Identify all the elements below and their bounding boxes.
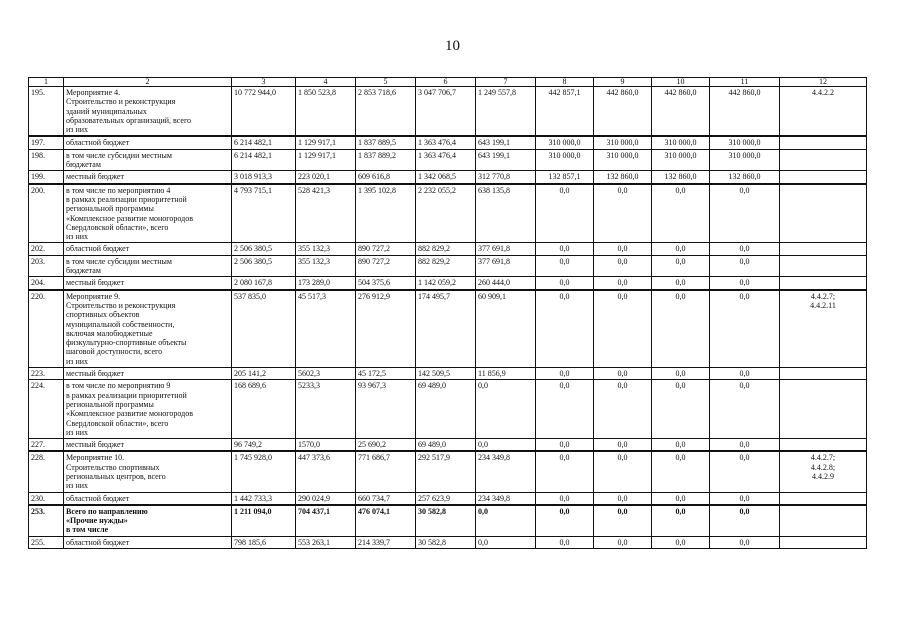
value-cell: 476 074,1	[356, 505, 416, 536]
value-cell: 1 363 476,4	[416, 149, 476, 171]
value-cell: 890 727,2	[356, 255, 416, 277]
value-cell: 643 199,1	[476, 136, 536, 149]
value-cell: 30 582,8	[416, 505, 476, 536]
value-cell: 1 395 102,8	[356, 184, 416, 243]
value-cell: 0,0	[594, 184, 652, 243]
value-cell: 1 837 889,5	[356, 136, 416, 149]
value-cell: 0,0	[710, 451, 780, 492]
value-cell: 0,0	[652, 277, 710, 290]
value-cell: 5233,3	[296, 380, 356, 439]
row-description: в том числе по мероприятию 4 в рамках реализации приоритетной региональной программы «Комплексное развитие моногородов Свердловской области», всего из них	[64, 184, 232, 243]
value-cell: 0,0	[476, 536, 536, 548]
page-number: 10	[445, 38, 460, 54]
value-cell: 0,0	[710, 184, 780, 243]
table-row	[29, 505, 867, 536]
budget-table	[28, 77, 867, 549]
value-cell: 6 214 482,1	[232, 149, 296, 171]
target-codes: 4.4.2.7; 4.4.2.8; 4.4.2.9	[780, 451, 867, 492]
value-cell: 214 339,7	[356, 536, 416, 548]
row-number: 220.	[29, 290, 64, 368]
column-header: 2	[64, 78, 232, 87]
row-number: 200.	[29, 184, 64, 243]
value-cell: 643 199,1	[476, 149, 536, 171]
table-row	[29, 184, 867, 243]
row-description: местный бюджет	[64, 439, 232, 452]
header-row	[29, 78, 867, 87]
target-codes: 4.4.2.2	[780, 87, 867, 137]
value-cell: 1 142 059,2	[416, 277, 476, 290]
row-description: областной бюджет	[64, 136, 232, 149]
table-row	[29, 171, 867, 184]
target-codes: 4.4.2.7; 4.4.2.11	[780, 290, 867, 368]
value-cell: 798 185,6	[232, 536, 296, 548]
value-cell: 310 000,0	[536, 136, 594, 149]
table-row	[29, 255, 867, 277]
row-number: 228.	[29, 451, 64, 492]
value-cell: 69 489,0	[416, 380, 476, 439]
value-cell: 553 263,1	[296, 536, 356, 548]
value-cell: 276 912,9	[356, 290, 416, 368]
value-cell: 3 047 706,7	[416, 87, 476, 137]
target-codes	[780, 505, 867, 536]
row-number: 255.	[29, 536, 64, 548]
value-cell: 69 489,0	[416, 439, 476, 452]
value-cell: 377 691,8	[476, 243, 536, 255]
value-cell: 1 342 068,5	[416, 171, 476, 184]
value-cell: 1570,0	[296, 439, 356, 452]
value-cell: 0,0	[652, 439, 710, 452]
value-cell: 0,0	[594, 505, 652, 536]
value-cell: 0,0	[652, 536, 710, 548]
value-cell: 442 860,0	[652, 87, 710, 137]
table-body	[29, 87, 867, 549]
value-cell: 132 860,0	[710, 171, 780, 184]
value-cell: 310 000,0	[594, 149, 652, 171]
value-cell: 0,0	[710, 255, 780, 277]
value-cell: 205 141,2	[232, 368, 296, 380]
value-cell: 234 349,8	[476, 451, 536, 492]
value-cell: 537 835,0	[232, 290, 296, 368]
value-cell: 0,0	[594, 290, 652, 368]
value-cell: 442 857,1	[536, 87, 594, 137]
value-cell: 3 018 913,3	[232, 171, 296, 184]
value-cell: 310 000,0	[536, 149, 594, 171]
value-cell: 638 135,8	[476, 184, 536, 243]
value-cell: 0,0	[594, 451, 652, 492]
value-cell: 0,0	[652, 368, 710, 380]
column-header: 9	[594, 78, 652, 87]
value-cell: 310 000,0	[710, 136, 780, 149]
value-cell: 173 289,0	[296, 277, 356, 290]
value-cell: 0,0	[536, 184, 594, 243]
value-cell: 2 853 718,6	[356, 87, 416, 137]
value-cell: 0,0	[594, 380, 652, 439]
target-codes	[780, 255, 867, 277]
value-cell: 0,0	[536, 368, 594, 380]
value-cell: 45 517,3	[296, 290, 356, 368]
value-cell: 0,0	[536, 536, 594, 548]
value-cell: 442 860,0	[594, 87, 652, 137]
value-cell: 355 132,3	[296, 255, 356, 277]
value-cell: 257 623,9	[416, 492, 476, 505]
row-number: 204.	[29, 277, 64, 290]
value-cell: 142 509,5	[416, 368, 476, 380]
column-header: 7	[476, 78, 536, 87]
value-cell: 528 421,3	[296, 184, 356, 243]
value-cell: 447 373,6	[296, 451, 356, 492]
value-cell: 0,0	[652, 505, 710, 536]
table-row	[29, 87, 867, 137]
row-number: 199.	[29, 171, 64, 184]
value-cell: 0,0	[594, 255, 652, 277]
value-cell: 1 249 557,8	[476, 87, 536, 137]
value-cell: 0,0	[710, 536, 780, 548]
value-cell: 2 080 167,8	[232, 277, 296, 290]
value-cell: 0,0	[710, 368, 780, 380]
value-cell: 0,0	[594, 439, 652, 452]
column-header: 12	[780, 78, 867, 87]
row-number: 224.	[29, 380, 64, 439]
value-cell: 0,0	[710, 505, 780, 536]
target-codes	[780, 277, 867, 290]
value-cell: 2 232 055,2	[416, 184, 476, 243]
row-number: 227.	[29, 439, 64, 452]
value-cell: 10 772 944,0	[232, 87, 296, 137]
value-cell: 310 000,0	[652, 136, 710, 149]
value-cell: 132 860,0	[594, 171, 652, 184]
row-description: Мероприятие 4. Строительство и реконструкция зданий муниципальных образовательных организаций, всего из них	[64, 87, 232, 137]
value-cell: 2 506 380,5	[232, 255, 296, 277]
value-cell: 93 967,3	[356, 380, 416, 439]
value-cell: 5602,3	[296, 368, 356, 380]
value-cell: 6 214 482,1	[232, 136, 296, 149]
row-number: 195.	[29, 87, 64, 137]
value-cell: 0,0	[536, 451, 594, 492]
row-description: Мероприятие 9. Строительство и реконструкция спортивных объектов муниципальной собственности, включая малобюджетные физкультурно-спортивные объекты шаговой доступности, всего из них	[64, 290, 232, 368]
value-cell: 25 690,2	[356, 439, 416, 452]
value-cell: 377 691,8	[476, 255, 536, 277]
value-cell: 0,0	[710, 492, 780, 505]
value-cell: 0,0	[536, 380, 594, 439]
row-description: местный бюджет	[64, 171, 232, 184]
row-number: 223.	[29, 368, 64, 380]
value-cell: 0,0	[652, 492, 710, 505]
value-cell: 60 909,1	[476, 290, 536, 368]
value-cell: 132 860,0	[652, 171, 710, 184]
target-codes	[780, 368, 867, 380]
value-cell: 1 850 523,8	[296, 87, 356, 137]
value-cell: 312 770,8	[476, 171, 536, 184]
value-cell: 0,0	[594, 277, 652, 290]
target-codes	[780, 380, 867, 439]
value-cell: 0,0	[652, 184, 710, 243]
value-cell: 11 856,9	[476, 368, 536, 380]
row-description: Всего по направлению «Прочие нужды» в том числе	[64, 505, 232, 536]
value-cell: 4 793 715,1	[232, 184, 296, 243]
table-row	[29, 492, 867, 505]
value-cell: 0,0	[710, 439, 780, 452]
target-codes	[780, 171, 867, 184]
value-cell: 96 749,2	[232, 439, 296, 452]
value-cell: 504 375,6	[356, 277, 416, 290]
value-cell: 0,0	[476, 380, 536, 439]
value-cell: 0,0	[536, 290, 594, 368]
table-row	[29, 290, 867, 368]
value-cell: 45 172,5	[356, 368, 416, 380]
target-codes	[780, 492, 867, 505]
value-cell: 0,0	[652, 255, 710, 277]
value-cell: 260 444,0	[476, 277, 536, 290]
row-number: 197.	[29, 136, 64, 149]
value-cell: 890 727,2	[356, 243, 416, 255]
column-header: 11	[710, 78, 780, 87]
value-cell: 771 686,7	[356, 451, 416, 492]
value-cell: 310 000,0	[710, 149, 780, 171]
value-cell: 0,0	[594, 492, 652, 505]
value-cell: 30 582,8	[416, 536, 476, 548]
value-cell: 0,0	[652, 243, 710, 255]
row-number: 230.	[29, 492, 64, 505]
value-cell: 660 734,7	[356, 492, 416, 505]
column-header: 1	[29, 78, 64, 87]
table-row	[29, 277, 867, 290]
column-header: 10	[652, 78, 710, 87]
table-row	[29, 380, 867, 439]
row-description: в том числе по мероприятию 9 в рамках реализации приоритетной региональной программы «Комплексное развитие моногородов Свердловской области», всего из них	[64, 380, 232, 439]
value-cell: 0,0	[476, 439, 536, 452]
value-cell: 132 857,1	[536, 171, 594, 184]
row-description: областной бюджет	[64, 536, 232, 548]
value-cell: 0,0	[652, 290, 710, 368]
value-cell: 310 000,0	[652, 149, 710, 171]
row-description: Мероприятие 10. Строительство спортивных региональных центров, всего из них	[64, 451, 232, 492]
row-description: местный бюджет	[64, 277, 232, 290]
value-cell: 0,0	[710, 380, 780, 439]
value-cell: 609 616,8	[356, 171, 416, 184]
column-header: 8	[536, 78, 594, 87]
value-cell: 0,0	[652, 451, 710, 492]
value-cell: 0,0	[536, 439, 594, 452]
target-codes	[780, 136, 867, 149]
column-header: 3	[232, 78, 296, 87]
row-description: в том числе субсидии местным бюджетам	[64, 255, 232, 277]
value-cell: 168 689,6	[232, 380, 296, 439]
value-cell: 234 349,8	[476, 492, 536, 505]
value-cell: 290 024,9	[296, 492, 356, 505]
value-cell: 1 129 917,1	[296, 149, 356, 171]
table-row	[29, 149, 867, 171]
value-cell: 0,0	[536, 277, 594, 290]
table-row	[29, 243, 867, 255]
value-cell: 1 745 928,0	[232, 451, 296, 492]
value-cell: 704 437,1	[296, 505, 356, 536]
value-cell: 1 837 889,2	[356, 149, 416, 171]
row-description: областной бюджет	[64, 243, 232, 255]
value-cell: 223 020,1	[296, 171, 356, 184]
value-cell: 882 829,2	[416, 243, 476, 255]
value-cell: 1 363 476,4	[416, 136, 476, 149]
value-cell: 292 517,9	[416, 451, 476, 492]
row-number: 198.	[29, 149, 64, 171]
value-cell: 1 129 917,1	[296, 136, 356, 149]
target-codes	[780, 536, 867, 548]
table-row	[29, 368, 867, 380]
value-cell: 0,0	[536, 243, 594, 255]
value-cell: 174 495,7	[416, 290, 476, 368]
row-description: местный бюджет	[64, 368, 232, 380]
target-codes	[780, 149, 867, 171]
column-header: 5	[356, 78, 416, 87]
value-cell: 442 860,0	[710, 87, 780, 137]
table-row	[29, 136, 867, 149]
target-codes	[780, 184, 867, 243]
row-number: 253.	[29, 505, 64, 536]
value-cell: 2 506 380,5	[232, 243, 296, 255]
value-cell: 310 000,0	[594, 136, 652, 149]
value-cell: 882 829,2	[416, 255, 476, 277]
value-cell: 0,0	[536, 505, 594, 536]
row-number: 202.	[29, 243, 64, 255]
column-header: 6	[416, 78, 476, 87]
table-row	[29, 451, 867, 492]
table-row	[29, 536, 867, 548]
value-cell: 1 211 094,0	[232, 505, 296, 536]
value-cell: 355 132,3	[296, 243, 356, 255]
row-description: областной бюджет	[64, 492, 232, 505]
value-cell: 0,0	[594, 368, 652, 380]
value-cell: 0,0	[536, 255, 594, 277]
value-cell: 0,0	[476, 505, 536, 536]
value-cell: 0,0	[536, 492, 594, 505]
target-codes	[780, 439, 867, 452]
value-cell: 0,0	[710, 243, 780, 255]
value-cell: 0,0	[594, 243, 652, 255]
column-header: 4	[296, 78, 356, 87]
value-cell: 0,0	[710, 290, 780, 368]
value-cell: 0,0	[710, 277, 780, 290]
target-codes	[780, 243, 867, 255]
value-cell: 0,0	[652, 380, 710, 439]
row-number: 203.	[29, 255, 64, 277]
table-row	[29, 439, 867, 452]
value-cell: 0,0	[594, 536, 652, 548]
value-cell: 1 442 733,3	[232, 492, 296, 505]
row-description: в том числе субсидии местным бюджетам	[64, 149, 232, 171]
